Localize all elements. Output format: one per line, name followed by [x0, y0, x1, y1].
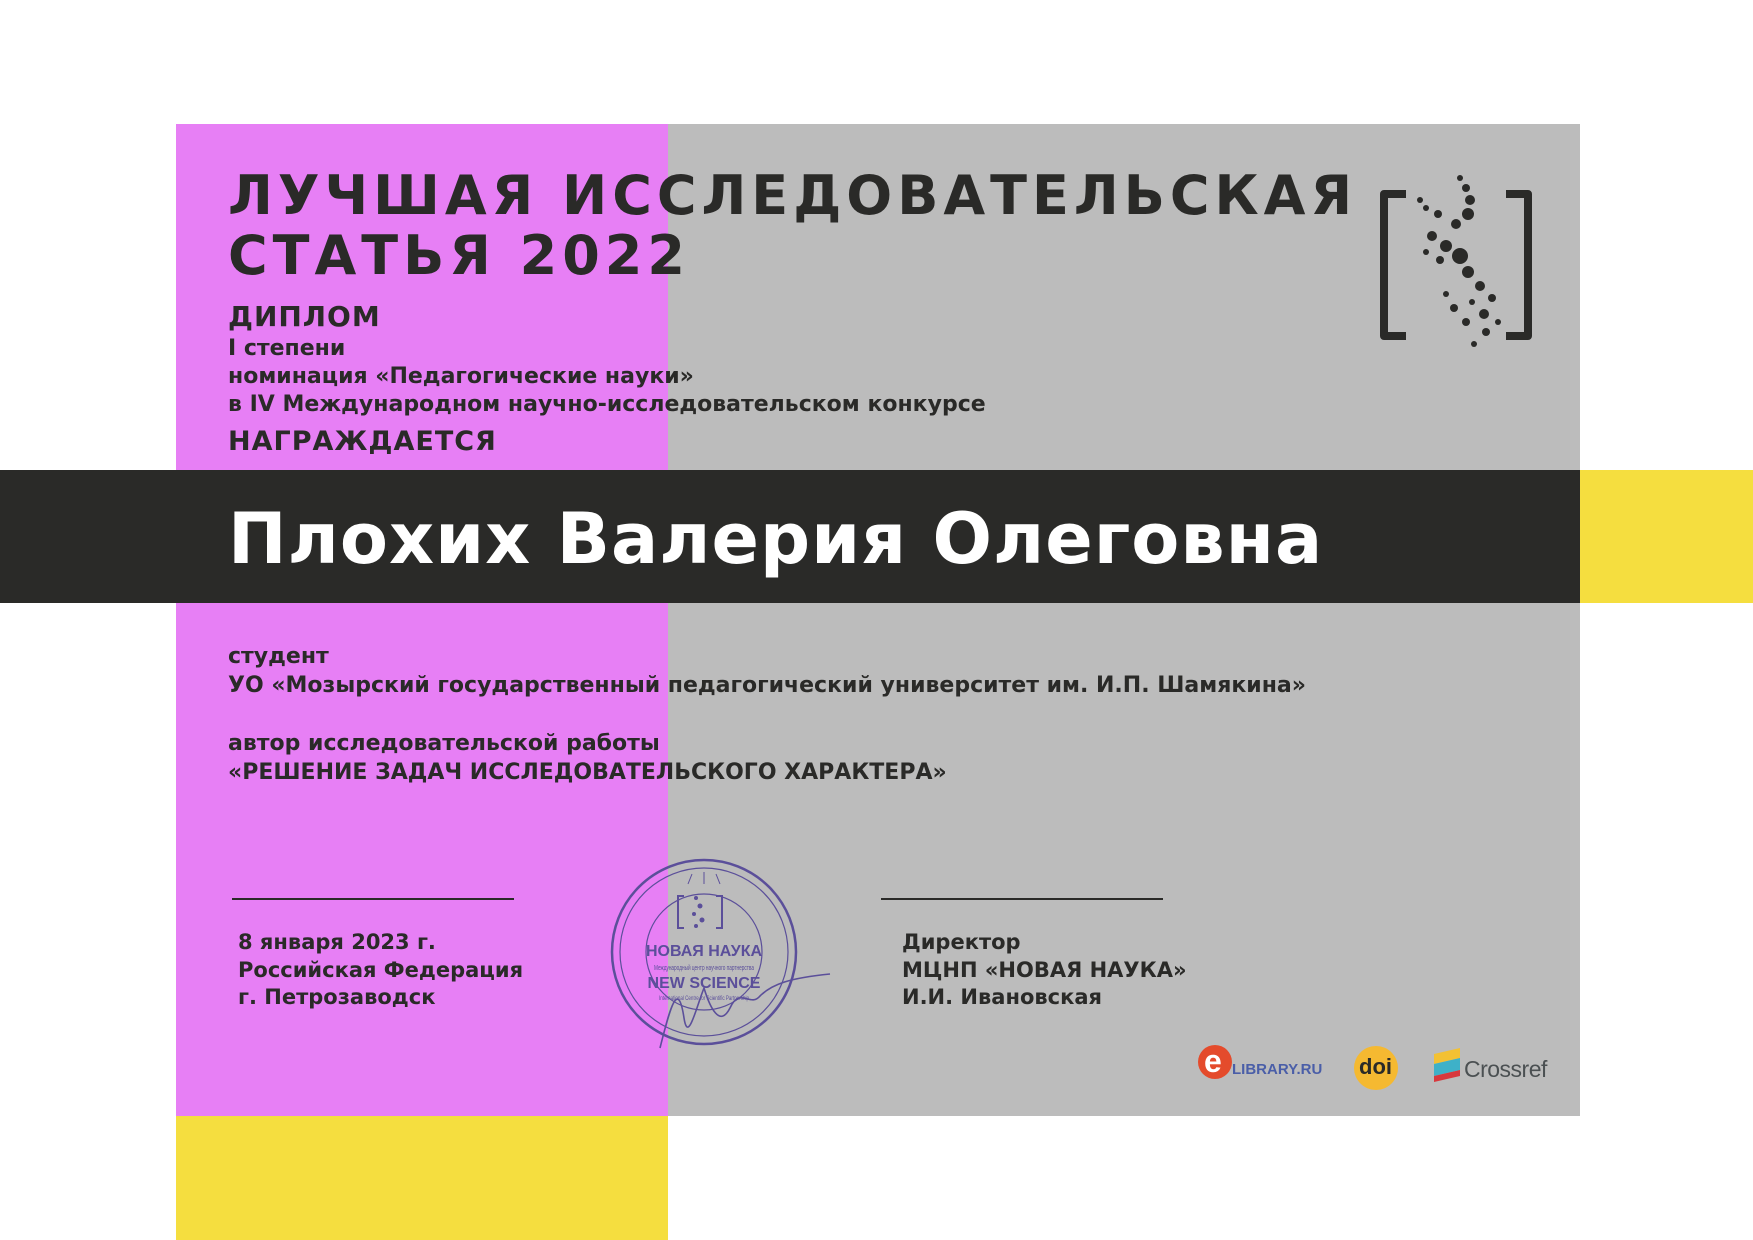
awarded-label: НАГРАЖДАЕТСЯ: [228, 426, 497, 457]
recipient-university: УО «Мозырский государственный педагогический университет им. И.П. Шамякина»: [228, 673, 1306, 698]
work-title: «РЕШЕНИЕ ЗАДАЧ ИССЛЕДОВАТЕЛЬСКОГО ХАРАКТЕРА»: [228, 760, 947, 785]
stamp-seal-icon: [600, 858, 840, 1058]
yellow-accent-right: [1580, 470, 1753, 603]
stamp-text-en: NEW SCIENCE: [647, 975, 761, 992]
director-title: Директор: [902, 930, 1021, 954]
yellow-accent-bottom: [176, 1116, 668, 1240]
stamp-text-ru: НОВАЯ НАУКА: [645, 943, 763, 960]
contest-text: в IV Международном научно-исследовательском конкурсе: [228, 392, 986, 417]
nomination-text: номинация «Педагогические науки»: [228, 364, 694, 389]
signature-line-right: [881, 898, 1163, 900]
issue-date: 8 января 2023 г.: [238, 930, 436, 954]
doi-label: doi: [1359, 1054, 1392, 1079]
certificate-title-line2: СТАТЬЯ 2022: [228, 224, 690, 287]
stamp-subtext-ru: Международный центр научного партнерства: [654, 965, 803, 972]
degree-text: I степени: [228, 336, 346, 361]
elibrary-e-icon: e: [1198, 1045, 1232, 1079]
crossref-logo: [1432, 1046, 1556, 1090]
elibrary-label: LIBRARY.RU: [1232, 1061, 1323, 1078]
author-label: автор исследовательской работы: [228, 731, 660, 756]
issue-country: Российская Федерация: [238, 958, 524, 982]
crossref-label: Crossref: [1464, 1056, 1547, 1082]
elibrary-logo: [1198, 1043, 1323, 1087]
director-name: И.И. Ивановская: [902, 985, 1103, 1009]
issue-city: г. Петрозаводск: [238, 985, 436, 1009]
stamp-subtext-en: International Centre for Scientific Partnership: [659, 996, 750, 1002]
certificate-title-line1: ЛУЧШАЯ ИССЛЕДОВАТЕЛЬСКАЯ: [228, 164, 1358, 227]
recipient-name: Плохих Валерия Олеговна: [228, 498, 1324, 580]
crossref-icon: [1432, 1046, 1462, 1086]
doi-logo: [1354, 1046, 1398, 1090]
signature-line-left: [232, 898, 514, 900]
diploma-label: ДИПЛОМ: [228, 300, 381, 333]
director-organization: МЦНП «НОВАЯ НАУКА»: [902, 958, 1187, 982]
recipient-position: студент: [228, 644, 329, 669]
dna-logo-icon: [1380, 172, 1532, 354]
